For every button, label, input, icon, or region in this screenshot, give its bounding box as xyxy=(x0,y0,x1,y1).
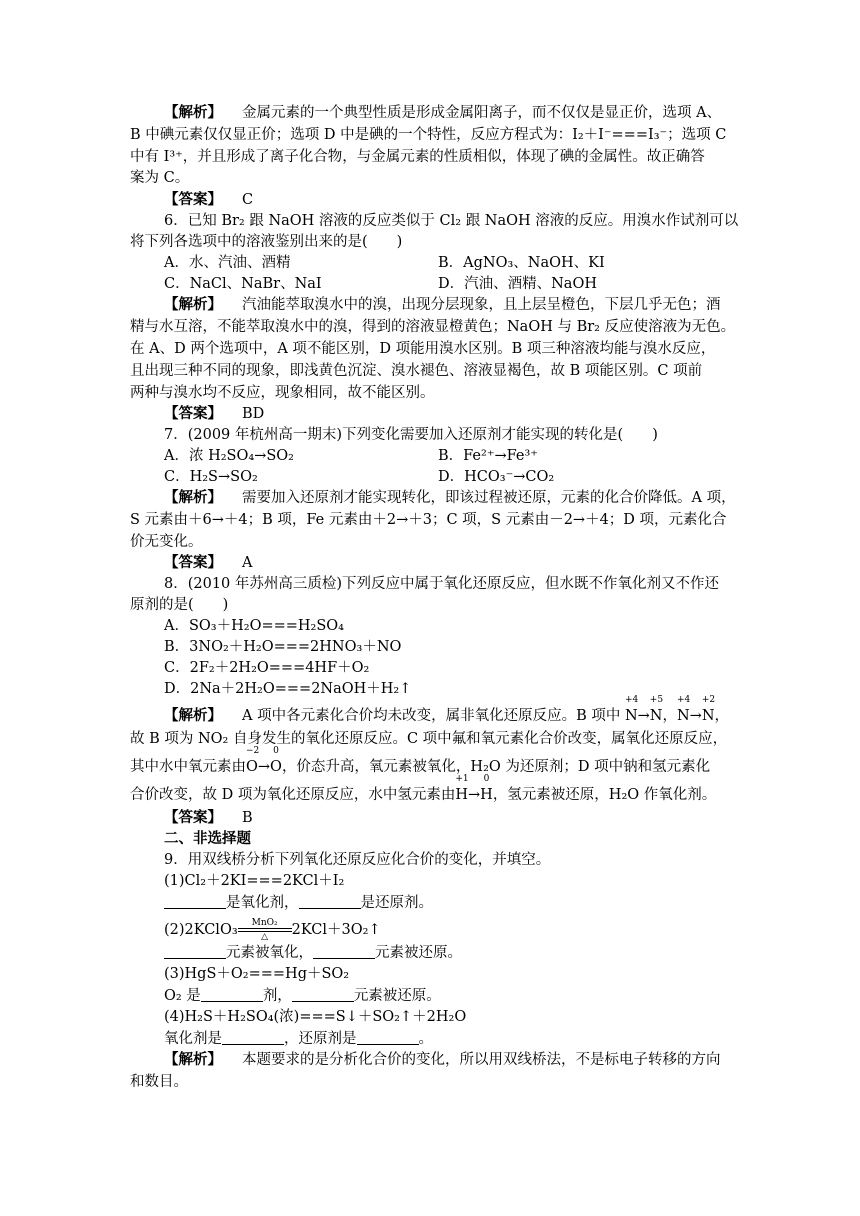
answer-blank[interactable] xyxy=(201,987,263,1002)
q9-part2-equation: (2)2KClO₃ MnO₂ △ 2KCl＋3O₂↑ xyxy=(164,918,381,942)
q5-answer: 【答案】 C xyxy=(164,191,254,208)
q5-analysis-line-4: 案为 C。 xyxy=(130,170,190,186)
analysis-label: 【解析】 xyxy=(164,296,222,313)
q5-analysis-line-3: 中有 I³⁺，并且形成了离子化合物，与金属元素的性质相似，体现了碘的金属性。故正确答 xyxy=(130,149,705,165)
q7-answer: 【答案】 A xyxy=(164,554,253,571)
q5-analysis-line-1: 【解析】 金属元素的一个典型性质是形成金属阳离子，而不仅仅是显正价，选项 A、 xyxy=(164,104,722,121)
answer-label: 【答案】 xyxy=(164,809,222,826)
reaction-condition: MnO₂ △ xyxy=(238,918,292,942)
answer-blank[interactable] xyxy=(222,1030,284,1045)
q8-analysis-line-3: 其中水中氧元素由 −2 O→ 0 O，价态升高，氧元素被氧化，H₂O 为还原剂；D 项中钠和氢元素化 xyxy=(130,746,711,775)
oxidation-n-plus4-b: +4 N xyxy=(676,695,691,724)
q7-option-b: B．Fe²⁺→Fe³⁺ xyxy=(438,448,538,464)
q9-analysis-line-1: 【解析】 本题要求的是分析化合价的变化，所以用双线桥法，不是标电子转移的方向 xyxy=(164,1051,721,1068)
q6-analysis-line-5: 两种与溴水均不反应，现象相同，故不能区别。 xyxy=(130,385,435,401)
q7-stem: 7．(2009 年杭州高一期末)下列变化需要加入还原剂才能实现的转化是( ) xyxy=(164,427,658,443)
answer-label: 【答案】 xyxy=(164,554,222,571)
q6-analysis-line-1: 【解析】 汽油能萃取溴水中的溴，出现分层现象，且上层呈橙色，下层几乎无色；酒 xyxy=(164,296,721,313)
q6-analysis-line-3: 在 A、D 两个选项中，A 项不能区别，D 项能用溴水区别。B 项三种溶液均能与溴水反应， xyxy=(130,341,716,357)
q8-option-b: B．3NO₂＋H₂O===2HNO₃＋NO xyxy=(164,639,402,655)
q8-answer: 【答案】 B xyxy=(164,809,253,826)
oxidation-h-zero: 0 H xyxy=(480,774,493,803)
q6-answer: 【答案】 BD xyxy=(164,405,265,422)
q8-option-a: A．SO₃＋H₂O===H₂SO₄ xyxy=(164,618,344,634)
q6-stem-line-1: 6．已知 Br₂ 跟 NaOH 溶液的反应类似于 Cl₂ 跟 NaOH 溶液的反应。用溴水作试剂可以 xyxy=(164,213,739,229)
oxidation-n-plus2: +2 N xyxy=(701,695,716,724)
q9-part1-fill: 是氧化剂， 是还原剂。 xyxy=(164,893,433,913)
answer-blank[interactable] xyxy=(292,987,354,1002)
answer-label: 【答案】 xyxy=(164,405,222,422)
q8-stem-line-1: 8．(2010 年苏州高三质检)下列反应中属于氧化还原反应，但水既不作氧化剂又不作还 xyxy=(164,576,720,592)
oxidation-n-plus5: +5 N xyxy=(649,695,664,724)
q7-option-d: D．HCO₃⁻→CO₂ xyxy=(438,469,555,485)
oxidation-o-minus2: −2 O xyxy=(246,746,260,775)
answer-blank[interactable] xyxy=(299,894,361,909)
q6-analysis-line-2: 精与水互溶，不能萃取溴水中的溴，得到的溶液显橙黄色；NaOH 与 Br₂ 反应使溶液为无色。 xyxy=(130,319,736,335)
q9-part3-equation: (3)HgS＋O₂===Hg＋SO₂ xyxy=(164,966,350,982)
q9-stem: 9．用双线桥分析下列氧化还原反应化合价的变化，并填空。 xyxy=(164,852,551,868)
q6-option-b: B．AgNO₃、NaOH、KI xyxy=(438,255,605,271)
q9-part4-equation: (4)H₂S＋H₂SO₄(浓)===S↓＋SO₂↑＋2H₂O xyxy=(164,1009,467,1025)
q7-analysis-line-2: S 元素由＋6→＋4；B 项，Fe 元素由＋2→＋3；C 项，S 元素由－2→＋4；D 项，元素化合 xyxy=(130,512,727,528)
answer-blank[interactable] xyxy=(164,944,226,959)
oxidation-h-plus1: +1 H xyxy=(455,774,469,803)
answer-blank[interactable] xyxy=(164,894,226,909)
q8-analysis-line-2: 故 B 项为 NO₂ 自身发生的氧化还原反应。C 项中氟和氧元素化合价改变，属氧化还原反应， xyxy=(130,731,728,747)
q6-option-a: A．水、汽油、酒精 xyxy=(164,255,291,271)
q9-part4-fill: 氧化剂是 ，还原剂是 。 xyxy=(164,1031,433,1047)
q6-option-c: C．NaCl、NaBr、NaI xyxy=(164,276,322,292)
analysis-label: 【解析】 xyxy=(164,489,222,506)
q8-analysis-line-1: 【解析】 A 项中各元素化合价均未改变，属非氧化还原反应。B 项中 +4 N→ +5 N， +4 N→ +2 N， xyxy=(164,695,730,724)
q8-option-c: C．2F₂＋2H₂O===4HF＋O₂ xyxy=(164,660,370,676)
q9-part2-fill: 元素被氧化， 元素被还原。 xyxy=(164,943,462,963)
answer-blank[interactable] xyxy=(313,944,375,959)
q8-analysis-line-4: 合价改变，故 D 项为氧化还原反应，水中氢元素由 +1 H→ 0 H，氢元素被还原，H₂O 作氧化剂。 xyxy=(130,774,717,803)
q7-option-a: A．浓 H₂SO₄→SO₂ xyxy=(164,448,294,464)
q8-stem-line-2: 原剂的是( ) xyxy=(130,597,229,613)
section-title: 二、非选择题 xyxy=(164,830,251,847)
q6-analysis-line-4: 且出现三种不同的现象，即浅黄色沉淀、溴水褪色、溶液显褐色，故 B 项能区别。C 项前 xyxy=(130,363,703,379)
q7-analysis-line-3: 价无变化。 xyxy=(130,534,203,550)
q9-analysis-line-2: 和数目。 xyxy=(130,1074,188,1090)
answer-label: 【答案】 xyxy=(164,191,222,208)
oxidation-n-plus4: +4 N xyxy=(624,695,639,724)
q6-stem-line-2: 将下列各选项中的溶液鉴别出来的是( ) xyxy=(130,234,403,250)
q7-analysis-line-1: 【解析】 需要加入还原剂才能实现转化，即该过程被还原，元素的化合价降低。A 项， xyxy=(164,489,736,506)
answer-blank[interactable] xyxy=(357,1030,419,1045)
q9-part1-equation: (1)Cl₂＋2KI===2KCl＋I₂ xyxy=(164,873,345,889)
analysis-label: 【解析】 xyxy=(164,707,222,724)
q8-option-d: D．2Na＋2H₂O===2NaOH＋H₂↑ xyxy=(164,681,412,697)
q5-analysis-line-2: B 中碘元素仅仅显正价；选项 D 中是碘的一个特性，反应方程式为：I₂＋I⁻===I₃⁻；选项 C xyxy=(130,127,727,143)
oxidation-o-zero: 0 O xyxy=(270,746,282,775)
q6-option-d: D．汽油、酒精、NaOH xyxy=(438,276,597,292)
analysis-label: 【解析】 xyxy=(164,104,222,121)
q7-option-c: C．H₂S→SO₂ xyxy=(164,469,258,485)
analysis-label: 【解析】 xyxy=(164,1051,222,1068)
q9-part3-fill: O₂ 是 剂， 元素被还原。 xyxy=(164,988,441,1004)
